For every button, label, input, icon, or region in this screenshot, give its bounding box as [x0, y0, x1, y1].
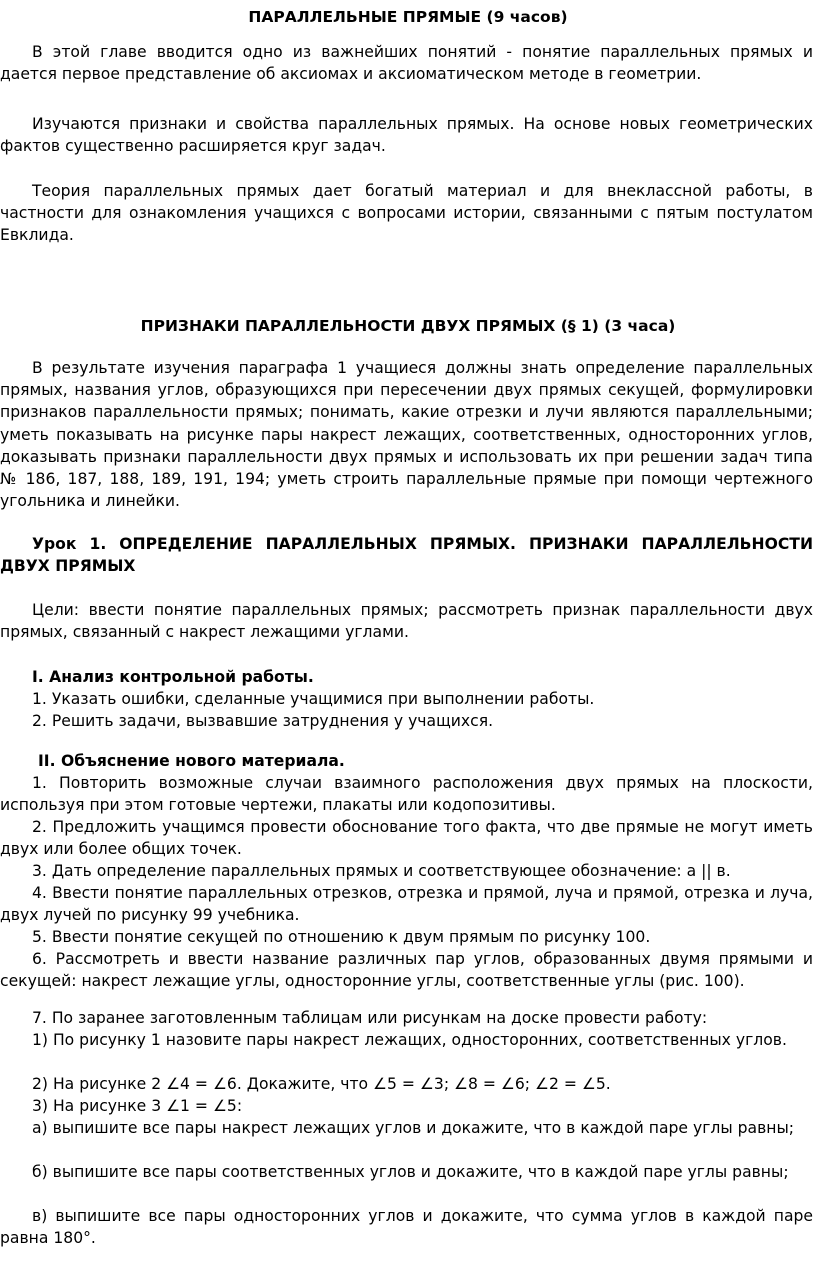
part1-heading: I. Анализ контрольной работы.: [32, 668, 314, 686]
section-heading: ПРИЗНАКИ ПАРАЛЛЕЛЬНОСТИ ДВУХ ПРЯМЫХ (§ 1) (3 часа): [140, 317, 676, 335]
part2-item: 2) На рисунке 2 ∠4 = ∠6. Докажите, что ∠5 = ∠3; ∠8 = ∠6; ∠2 = ∠5.: [32, 1075, 611, 1093]
part2-item: 6. Рассмотреть и ввести название различных пар углов, образованных двумя прямыми и секущей: накрест лежащие углы, односторонние углы, соответственные углы (рис. 100).: [0, 950, 813, 991]
part2-item: 3. Дать определение параллельных прямых и соответствующее обозначение: а || в.: [32, 862, 731, 880]
part1-item: 2. Решить задачи, вызвавшие затруднения у учащихся.: [32, 712, 494, 730]
lesson-heading: Урок 1. ОПРЕДЕЛЕНИЕ ПАРАЛЛЕЛЬНЫХ ПРЯМЫХ. ПРИЗНАКИ ПАРАЛЛЕЛЬНОСТИ ДВУХ ПРЯМЫХ: [0, 535, 813, 576]
lesson-goals: Цели: ввести понятие параллельных прямых; рассмотреть признак параллельности двух прямых, связанный с накрест лежащими углами.: [0, 601, 813, 642]
part2-item: б) выпишите все пары соответственных углов и докажите, что в каждой паре углы равны;: [32, 1163, 789, 1181]
section-paragraph: В результате изучения параграфа 1 учащиеся должны знать определение параллельных прямых, названия углов, образующихся при пересечении двух прямых секущей, формулировки признаков параллельности прямых; понимать, какие отрезки и лучи являются параллельными; уметь показывать на рисунке пары накрест лежащих, соответственных, односторонних углов, доказывать признаки параллельности двух прямых и использовать их при решении задач типа № 186, 187, 188, 189, 191, 194; уметь строить параллельные прямые при помощи чертежного угольника и линейки.: [0, 359, 813, 511]
part2-item: 1. Повторить возможные случаи взаимного расположения двух прямых на плоскости, используя при этом готовые чертежи, плакаты или кодопозитивы.: [0, 774, 813, 815]
part1-item: 1. Указать ошибки, сделанные учащимися при выполнении работы.: [32, 690, 595, 708]
intro-paragraph-2: Изучаются признаки и свойства параллельных прямых. На основе новых геометрических фактов существенно расширяется круг задач.: [0, 115, 813, 156]
part2-item: а) выпишите все пары накрест лежащих углов и докажите, что в каждой паре углы равны;: [32, 1119, 795, 1137]
intro-paragraph-1: В этой главе вводится одно из важнейших понятий - понятие параллельных прямых и дается первое представление об аксиомах и аксиоматическом методе в геометрии.: [0, 43, 813, 84]
part2-item: в) выпишите все пары односторонних углов и докажите, что сумма углов в каждой паре равна 180°.: [0, 1207, 813, 1248]
part2-heading: II. Объяснение нового материала.: [38, 752, 345, 770]
chapter-title: ПАРАЛЛЕЛЬНЫЕ ПРЯМЫЕ (9 часов): [248, 8, 568, 26]
part2-item: 3) На рисунке 3 ∠1 = ∠5:: [32, 1097, 243, 1115]
intro-paragraph-3: Теория параллельных прямых дает богатый материал и для внеклассной работы, в частности для ознакомления учащихся с вопросами истории, связанными с пятым постулатом Евклида.: [0, 182, 813, 245]
part2-item: 2. Предложить учащимся провести обоснование того факта, что две прямые не могут иметь двух или более общих точек.: [0, 818, 813, 859]
part2-item: 7. По заранее заготовленным таблицам или рисункам на доске провести работу:: [32, 1009, 708, 1027]
part2-item: 1) По рисунку 1 назовите пары накрест лежащих, односторонних, соответственных углов.: [32, 1031, 787, 1049]
part2-item: 5. Ввести понятие секущей по отношению к двум прямым по рисунку 100.: [32, 928, 651, 946]
part2-item: 4. Ввести понятие параллельных отрезков, отрезка и прямой, луча и прямой, отрезка и луча, двух лучей по рисунку 99 учебника.: [0, 884, 813, 925]
